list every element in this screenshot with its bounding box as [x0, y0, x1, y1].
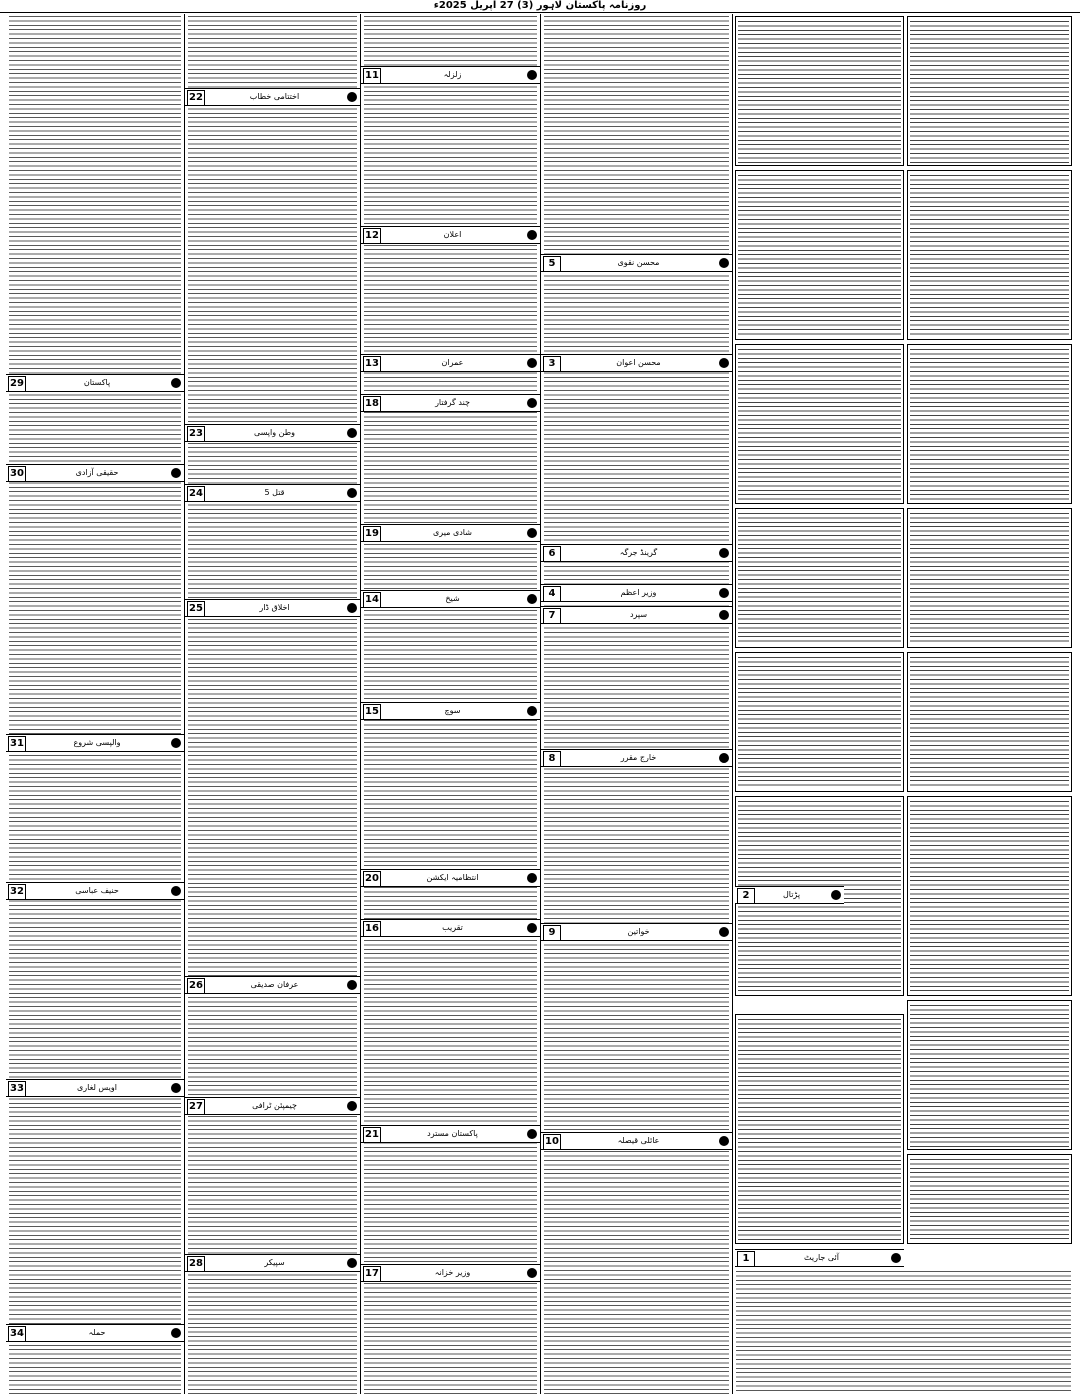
story-title: پاکستان — [83, 378, 111, 387]
bullet-icon — [347, 980, 357, 990]
story-title: اویس لغاری — [77, 1083, 117, 1092]
bullet-icon — [891, 1253, 901, 1263]
story-heading — [541, 749, 732, 767]
story-heading — [361, 702, 540, 720]
story-heading — [361, 1125, 540, 1143]
bullet-icon — [171, 468, 181, 478]
story-heading — [185, 976, 360, 994]
story-title: شادی میری — [433, 528, 472, 537]
story-title: محسن نقوی — [617, 258, 660, 267]
story-title: حقیقی آزادی — [75, 468, 119, 477]
story-title: 5 قتل — [264, 488, 285, 497]
legal-notice — [907, 796, 1072, 996]
story-number: 20 — [363, 871, 381, 887]
legal-notice — [735, 652, 904, 792]
story-number: 31 — [8, 736, 26, 752]
story-number: 12 — [363, 228, 381, 244]
story-heading — [541, 584, 732, 602]
story-heading — [735, 1249, 904, 1267]
legal-notice — [907, 508, 1072, 648]
bullet-icon — [171, 378, 181, 388]
story-heading — [6, 1079, 184, 1097]
story-number: 32 — [8, 884, 26, 900]
story-number: 26 — [187, 978, 205, 994]
story-number: 7 — [543, 608, 561, 624]
story-number: 1 — [737, 1251, 755, 1267]
story-number: 15 — [363, 704, 381, 720]
legal-notice — [735, 508, 904, 648]
bullet-icon — [527, 70, 537, 80]
story-number: 14 — [363, 592, 381, 608]
story-title: عرفان صدیقی — [250, 980, 299, 989]
story-title: گرینڈ جرگہ — [619, 548, 658, 557]
story-heading — [541, 1132, 732, 1150]
story-heading — [361, 590, 540, 608]
story-title: آئی جاریٹ — [804, 1253, 839, 1262]
bullet-icon — [527, 358, 537, 368]
newspaper-header — [0, 0, 1080, 13]
story-title: چیمپئن ٹرافی — [252, 1101, 297, 1110]
story-heading — [6, 374, 184, 392]
story-heading — [361, 524, 540, 542]
bullet-icon — [171, 738, 181, 748]
legal-notice — [907, 1000, 1072, 1150]
legal-notice — [735, 170, 904, 340]
story-title: وزیر خزانہ — [434, 1268, 471, 1277]
story-heading — [541, 254, 732, 272]
story-title: خارج مقرر — [620, 753, 657, 762]
bullet-icon — [527, 923, 537, 933]
story-number: 23 — [187, 426, 205, 442]
story-number: 27 — [187, 1099, 205, 1115]
story-number: 5 — [543, 256, 561, 272]
story-title: پڑتال — [782, 890, 801, 899]
newspaper-page — [6, 14, 1074, 1394]
story-number: 30 — [8, 466, 26, 482]
story-title: محسن اعوان — [616, 358, 661, 367]
story-number: 2 — [737, 888, 755, 904]
bullet-icon — [527, 398, 537, 408]
story-heading — [6, 882, 184, 900]
story-title: خواتین — [627, 927, 650, 936]
story-title: سپیکر — [264, 1258, 285, 1267]
story-number: 28 — [187, 1256, 205, 1272]
bullet-icon — [527, 230, 537, 240]
story-heading — [185, 424, 360, 442]
story-title: سوچ — [444, 706, 461, 715]
story-number: 10 — [543, 1134, 561, 1150]
bullet-icon — [719, 610, 729, 620]
legal-notice — [907, 344, 1072, 504]
bullet-icon — [347, 488, 357, 498]
story-number: 21 — [363, 1127, 381, 1143]
story-number: 19 — [363, 526, 381, 542]
story-number: 29 — [8, 376, 26, 392]
story-number: 18 — [363, 396, 381, 412]
story-heading — [185, 88, 360, 106]
story-number: 6 — [543, 546, 561, 562]
article-text-block — [188, 14, 357, 1394]
legal-notice — [907, 16, 1072, 166]
story-number: 13 — [363, 356, 381, 372]
legal-notice — [907, 170, 1072, 340]
story-title: اختتامی خطاب — [249, 92, 300, 101]
news-column-1 — [6, 14, 184, 1394]
article-text-block — [544, 14, 729, 1394]
story-title: تقریب — [442, 923, 463, 932]
story-title: وزیر اعظم — [620, 588, 657, 597]
story-title: اخلاق ڈار — [259, 603, 290, 612]
story-heading — [6, 464, 184, 482]
bullet-icon — [527, 706, 537, 716]
story-number: 17 — [363, 1266, 381, 1282]
story-title: حنیف عباسی — [75, 886, 119, 895]
bullet-icon — [719, 1136, 729, 1146]
story-heading — [185, 1097, 360, 1115]
news-column-4 — [540, 14, 732, 1394]
bullet-icon — [347, 92, 357, 102]
article-text-block — [736, 1269, 1071, 1394]
story-title: اعلان — [443, 230, 462, 239]
bullet-icon — [527, 594, 537, 604]
bullet-icon — [171, 1328, 181, 1338]
story-heading — [541, 606, 732, 624]
story-heading — [185, 599, 360, 617]
bullet-icon — [719, 927, 729, 937]
bullet-icon — [347, 1258, 357, 1268]
legal-notice — [907, 1154, 1072, 1244]
bullet-icon — [171, 1083, 181, 1093]
story-heading — [6, 734, 184, 752]
story-number: 25 — [187, 601, 205, 617]
bullet-icon — [347, 428, 357, 438]
bullet-icon — [527, 1129, 537, 1139]
story-number: 9 — [543, 925, 561, 941]
story-number: 16 — [363, 921, 381, 937]
bullet-icon — [527, 528, 537, 538]
story-number: 22 — [187, 90, 205, 106]
story-heading — [6, 1324, 184, 1342]
bullet-icon — [719, 258, 729, 268]
news-column-2 — [184, 14, 360, 1394]
story-heading — [735, 886, 844, 904]
bullet-icon — [347, 603, 357, 613]
story-title: چند گرفتار — [435, 398, 470, 407]
legal-notice — [735, 344, 904, 504]
news-column-5 — [732, 14, 1074, 1394]
story-heading — [361, 869, 540, 887]
story-title: پاکستان مسترد — [427, 1129, 478, 1138]
story-heading — [361, 354, 540, 372]
bullet-icon — [719, 358, 729, 368]
story-title: عائلی قیصلہ — [617, 1136, 660, 1145]
story-number: 3 — [543, 356, 561, 372]
story-title: شیخ — [445, 594, 460, 603]
story-heading — [361, 394, 540, 412]
legal-notice — [907, 652, 1072, 792]
story-heading — [185, 1254, 360, 1272]
story-title: زلزلہ — [443, 70, 462, 79]
story-number: 24 — [187, 486, 205, 502]
story-title: انتظامیہ ایکشن — [426, 873, 479, 882]
article-text-block — [9, 14, 181, 1394]
story-heading — [361, 66, 540, 84]
story-heading — [185, 484, 360, 502]
header-title: روزنامہ پاکستان لاہور (3) 27 اپریل 2025ء — [433, 0, 647, 11]
story-heading — [361, 1264, 540, 1282]
story-heading — [541, 923, 732, 941]
news-column-3 — [360, 14, 540, 1394]
story-title: وطن واپسی — [254, 428, 295, 437]
bullet-icon — [831, 890, 841, 900]
story-heading — [541, 354, 732, 372]
story-title: عمران — [441, 358, 464, 367]
bullet-icon — [347, 1101, 357, 1111]
story-number: 8 — [543, 751, 561, 767]
bullet-icon — [171, 886, 181, 896]
story-heading — [541, 544, 732, 562]
story-number: 34 — [8, 1326, 26, 1342]
bullet-icon — [719, 588, 729, 598]
story-title: والپسی شروع — [73, 738, 121, 747]
legal-notice — [735, 1014, 904, 1244]
story-number: 4 — [543, 586, 561, 602]
story-number: 33 — [8, 1081, 26, 1097]
story-heading — [361, 226, 540, 244]
story-number: 11 — [363, 68, 381, 84]
story-title: سپرد — [629, 610, 648, 619]
bullet-icon — [719, 548, 729, 558]
story-heading — [361, 919, 540, 937]
legal-notice — [735, 16, 904, 166]
story-title: حملہ — [88, 1328, 106, 1337]
bullet-icon — [719, 753, 729, 763]
bullet-icon — [527, 873, 537, 883]
bullet-icon — [527, 1268, 537, 1278]
